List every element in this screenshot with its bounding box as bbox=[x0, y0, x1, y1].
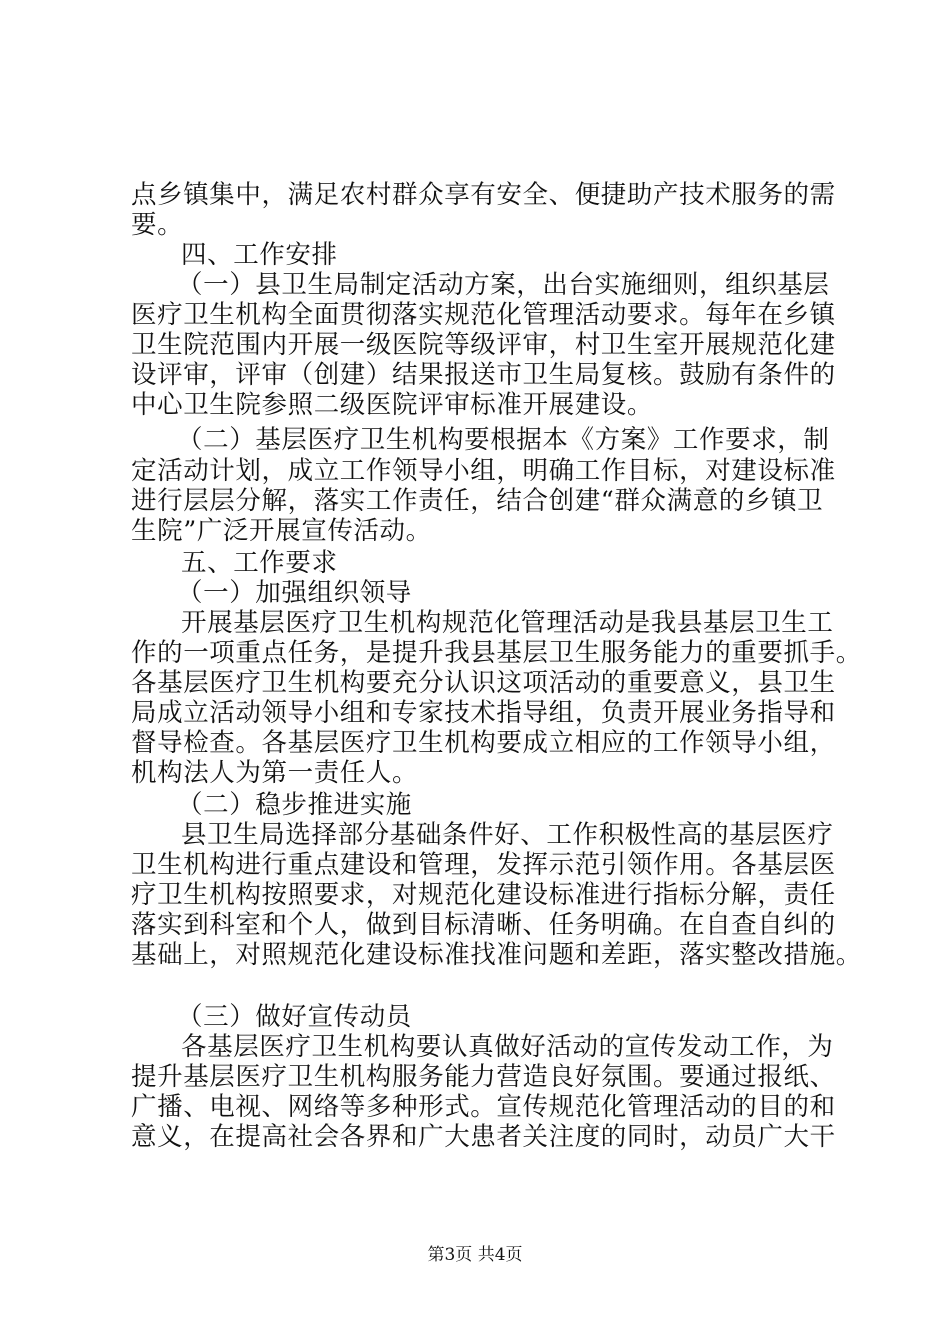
body-line: 广播、电视、网络等多种形式。宣传规范化管理活动的目的和 bbox=[131, 1092, 836, 1122]
body-line: 各基层医疗卫生机构要认真做好活动的宣传发动工作，为 bbox=[181, 1032, 834, 1062]
subsection-heading: （一）加强组织领导 bbox=[177, 578, 412, 608]
subsection-heading: （三）做好宣传动员 bbox=[177, 1002, 412, 1032]
body-line: 定活动计划，成立工作领导小组，明确工作目标，对建设标准 bbox=[131, 456, 836, 486]
body-line: 卫生院范围内开展一级医院等级评审，村卫生室开展规范化建 bbox=[131, 330, 836, 360]
body-line: 医疗卫生机构全面贯彻落实规范化管理活动要求。每年在乡镇 bbox=[131, 300, 836, 330]
body-line: 点乡镇集中，满足农村群众享有安全、便捷助产技术服务的需 bbox=[131, 180, 836, 210]
body-line: 进行层层分解，落实工作责任，结合创建“群众满意的乡镇卫 bbox=[131, 486, 824, 516]
body-line: 督导检查。各基层医疗卫生机构要成立相应的工作领导小组， bbox=[131, 728, 836, 758]
body-line: 提升基层医疗卫生机构服务能力营造良好氛围。要通过报纸、 bbox=[131, 1062, 836, 1092]
body-line: 作的一项重点任务，是提升我县基层卫生服务能力的重要抓手。 bbox=[131, 638, 862, 668]
body-line: （一）县卫生局制定活动方案，出台实施细则，组织基层 bbox=[177, 270, 830, 300]
body-line: 疗卫生机构按照要求，对规范化建设标准进行指标分解，责任 bbox=[131, 880, 836, 910]
body-line: 各基层医疗卫生机构要充分认识这项活动的重要意义，县卫生 bbox=[131, 668, 836, 698]
body-line: 设评审，评审（创建）结果报送市卫生局复核。鼓励有条件的 bbox=[131, 360, 836, 390]
body-line: 生院”广泛开展宣传活动。 bbox=[131, 516, 432, 546]
section-heading: 四、工作安排 bbox=[181, 240, 338, 270]
subsection-heading: （二）稳步推进实施 bbox=[177, 790, 412, 820]
body-line: 卫生机构进行重点建设和管理，发挥示范引领作用。各基层医 bbox=[131, 850, 836, 880]
page-footer: 第3页 共4页 bbox=[427, 1245, 523, 1265]
body-line: 局成立活动领导小组和专家技术指导组，负责开展业务指导和 bbox=[131, 698, 836, 728]
body-line: 中心卫生院参照二级医院评审标准开展建设。 bbox=[131, 390, 654, 420]
body-line: 县卫生局选择部分基础条件好、工作积极性高的基层医疗 bbox=[181, 820, 834, 850]
body-line: 开展基层医疗卫生机构规范化管理活动是我县基层卫生工 bbox=[181, 608, 834, 638]
body-line: （二）基层医疗卫生机构要根据本《方案》工作要求，制 bbox=[177, 425, 830, 455]
body-line: 落实到科室和个人，做到目标清晰、任务明确。在自查自纠的 bbox=[131, 910, 836, 940]
section-heading: 五、工作要求 bbox=[181, 548, 338, 578]
body-line: 基础上，对照规范化建设标准找准问题和差距，落实整改措施。 bbox=[131, 940, 862, 970]
body-line: 机构法人为第一责任人。 bbox=[131, 758, 419, 788]
body-line: 要。 bbox=[131, 210, 184, 240]
body-line: 意义，在提高社会各界和广大患者关注度的同时，动员广大干 bbox=[131, 1122, 836, 1152]
